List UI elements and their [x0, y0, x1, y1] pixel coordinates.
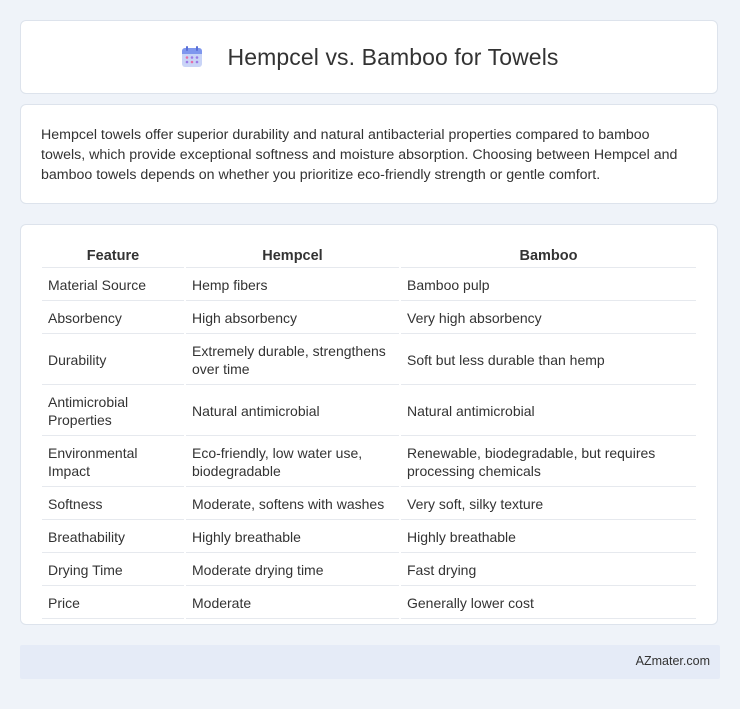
bamboo-cell: Renewable, biodegradable, but requires processing chemicals: [401, 438, 696, 487]
bamboo-cell: Soft but less durable than hemp: [401, 336, 696, 385]
column-header-bamboo: Bamboo: [401, 245, 696, 268]
hempcel-cell: Eco-friendly, low water use, biodegradable: [186, 438, 399, 487]
hempcel-cell: Moderate: [186, 588, 399, 619]
feature-cell: Price: [42, 588, 184, 619]
column-header-feature: Feature: [42, 245, 184, 268]
comparison-card: [20, 224, 718, 625]
feature-cell: Absorbency: [42, 303, 184, 334]
comparison-table: [40, 243, 698, 621]
feature-cell: Breathability: [42, 522, 184, 553]
table-header-row: [42, 245, 696, 268]
calendar-icon: [180, 45, 204, 69]
bamboo-cell: Generally lower cost: [401, 588, 696, 619]
feature-cell: Durability: [42, 336, 184, 385]
feature-cell: Drying Time: [42, 555, 184, 586]
hempcel-cell: Hemp fibers: [186, 270, 399, 301]
bamboo-cell: Natural antimicrobial: [401, 387, 696, 436]
feature-cell: Environmental Impact: [42, 438, 184, 487]
bamboo-cell: Fast drying: [401, 555, 696, 586]
hempcel-cell: High absorbency: [186, 303, 399, 334]
hempcel-cell: Moderate, softens with washes: [186, 489, 399, 520]
feature-cell: Material Source: [42, 270, 184, 301]
title-card: [20, 20, 718, 94]
table-row: [42, 522, 696, 553]
page-title: Hempcel vs. Bamboo for Towels: [227, 43, 559, 70]
table-row: [42, 270, 696, 301]
feature-cell: Softness: [42, 489, 184, 520]
table-row: [42, 336, 696, 385]
hempcel-cell: Moderate drying time: [186, 555, 399, 586]
footer-brand: AZmater.com: [635, 654, 710, 668]
bamboo-cell: Highly breathable: [401, 522, 696, 553]
hempcel-cell: Extremely durable, strengthens over time: [186, 336, 399, 385]
table-row: [42, 555, 696, 586]
bamboo-cell: Very soft, silky texture: [401, 489, 696, 520]
intro-card: [20, 104, 718, 204]
table-row: [42, 588, 696, 619]
table-row: [42, 303, 696, 334]
table-row: [42, 489, 696, 520]
hempcel-cell: Highly breathable: [186, 522, 399, 553]
table-row: [42, 387, 696, 436]
intro-paragraph: Hempcel towels offer superior durability and natural antibacterial properties compared to bamboo towels, which provide exceptional softness and moisture absorption. Choosing between Hempcel and bamboo towels depends on whether you prioritize eco-friendly strength or gentle comfort.: [41, 127, 678, 183]
hempcel-cell: Natural antimicrobial: [186, 387, 399, 436]
table-row: [42, 438, 696, 487]
footer-bar: [20, 645, 720, 679]
feature-cell: Antimicrobial Properties: [42, 387, 184, 436]
bamboo-cell: Very high absorbency: [401, 303, 696, 334]
column-header-hempcel: Hempcel: [186, 245, 399, 268]
bamboo-cell: Bamboo pulp: [401, 270, 696, 301]
